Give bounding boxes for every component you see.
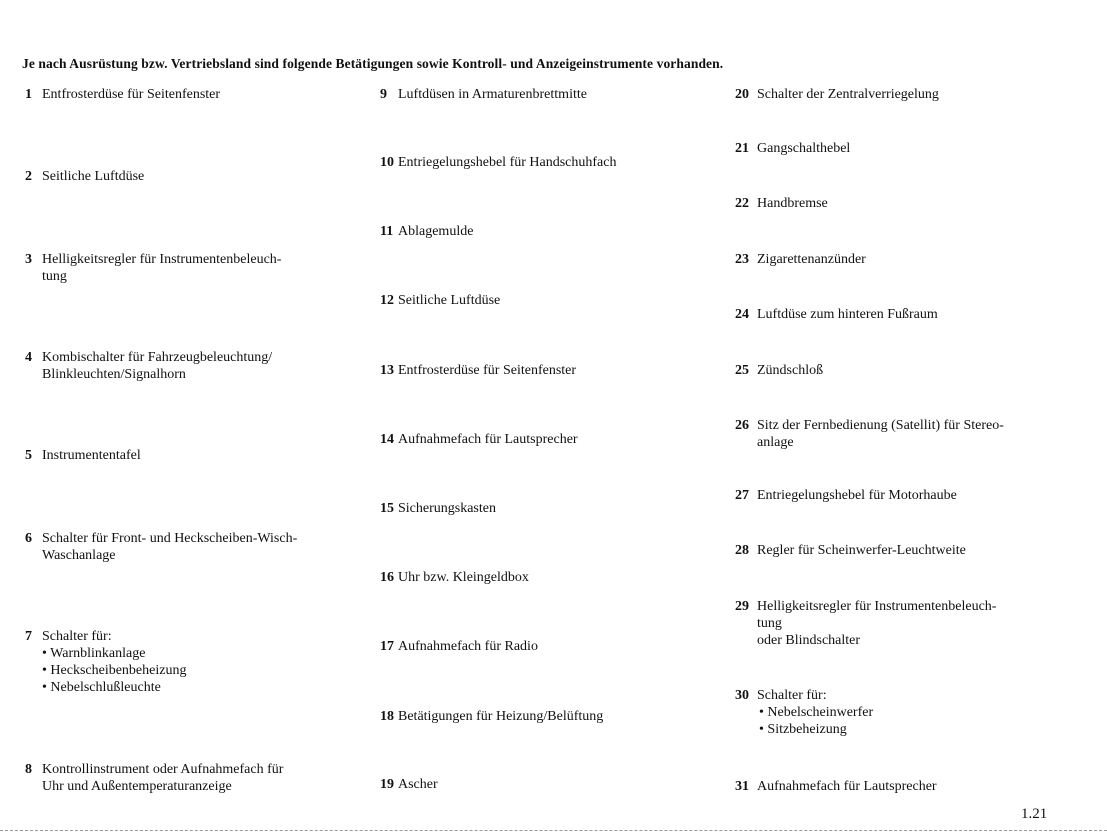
item-text: Betätigungen für Heizung/Belüftung (398, 709, 604, 724)
item-number: 13 (380, 363, 394, 378)
legend-item-2 (25, 168, 144, 185)
item-number: 31 (735, 779, 749, 794)
item-text: Blinkleuchten/Signalhorn (42, 367, 186, 382)
legend-item-10 (380, 154, 616, 171)
legend-item-29 (735, 598, 996, 649)
item-number: 27 (735, 488, 749, 503)
legend-item-17 (380, 638, 538, 655)
bottom-rule (0, 830, 1107, 832)
item-text: Ablagemulde (398, 224, 474, 239)
item-text: Helligkeitsregler für Instrumentenbeleuch- (42, 252, 282, 267)
item-text: Uhr bzw. Kleingeldbox (398, 570, 529, 585)
legend-item-14 (380, 431, 578, 448)
item-text: Sicherungskasten (398, 501, 496, 516)
legend-item-6 (25, 530, 297, 564)
legend-item-23 (735, 251, 866, 268)
item-text: Luftdüsen in Armaturenbrettmitte (398, 87, 587, 102)
item-number: 18 (380, 709, 394, 724)
item-text: tung (757, 616, 782, 631)
legend-item-7 (25, 628, 186, 696)
item-text: Aufnahmefach für Lautsprecher (398, 432, 578, 447)
bullet-item: • Heckscheibenbeheizung (42, 663, 187, 678)
legend-item-30 (735, 687, 873, 738)
item-number: 23 (735, 252, 749, 267)
item-text: Schalter für: (757, 688, 827, 703)
legend-item-13 (380, 362, 576, 379)
item-number: 8 (25, 762, 32, 777)
legend-item-18 (380, 708, 603, 725)
item-text: Schalter der Zentralverriegelung (757, 87, 939, 102)
item-number: 26 (735, 418, 749, 433)
item-number: 29 (735, 599, 749, 614)
bullet-list (757, 704, 873, 738)
item-number: 25 (735, 363, 749, 378)
item-text: tung (42, 269, 67, 284)
item-text: Zigarettenanzünder (757, 252, 866, 267)
item-text: Helligkeitsregler für Instrumentenbeleuch- (757, 599, 997, 614)
item-number: 17 (380, 639, 394, 654)
item-number: 21 (735, 141, 749, 156)
legend-item-26 (735, 417, 1004, 451)
item-number: 14 (380, 432, 394, 447)
bullet-list (42, 645, 186, 696)
bullet-item: • Nebelschlußleuchte (42, 680, 161, 695)
legend-item-16 (380, 569, 529, 586)
item-text: Zündschloß (757, 363, 824, 378)
item-number: 1 (25, 87, 32, 102)
legend-item-25 (735, 362, 823, 379)
legend-item-5 (25, 447, 141, 464)
bullet-item: • Sitzbeheizung (759, 722, 847, 737)
legend-item-1 (25, 86, 220, 103)
item-number: 5 (25, 448, 32, 463)
item-number: 22 (735, 196, 749, 211)
item-number: 7 (25, 629, 32, 644)
bullet-item: • Nebelscheinwerfer (759, 705, 874, 720)
item-text: Kontrollinstrument oder Aufnahmefach für (42, 762, 284, 777)
item-number: 9 (380, 87, 387, 102)
legend-item-22 (735, 195, 828, 212)
item-text: Seitliche Luftdüse (398, 293, 501, 308)
legend-item-24 (735, 306, 938, 323)
legend-item-4 (25, 349, 272, 383)
item-text: oder Blindschalter (757, 633, 861, 648)
page-heading: Je nach Ausrüstung bzw. Vertriebsland sind folgende Betätigungen sowie Kontroll- und Anzeigeinstrumente vorhanden. (22, 56, 724, 71)
legend-item-15 (380, 500, 496, 517)
legend-item-19 (380, 776, 438, 793)
item-text: Aufnahmefach für Lautsprecher (757, 779, 937, 794)
item-text: Aufnahmefach für Radio (398, 639, 538, 654)
legend-item-9 (380, 86, 587, 103)
item-number: 12 (380, 293, 394, 308)
bullet-item: • Warnblinkanlage (42, 646, 146, 661)
item-number: 20 (735, 87, 749, 102)
item-text: Schalter für: (42, 629, 112, 644)
item-number: 28 (735, 543, 749, 558)
item-text: Ascher (398, 777, 438, 792)
page-number: 1.21 (1021, 806, 1048, 822)
item-text: Gangschalthebel (757, 141, 851, 156)
item-text: Handbremse (757, 196, 828, 211)
item-number: 24 (735, 307, 749, 322)
item-text: Instrumententafel (42, 448, 141, 463)
item-text: Entfrosterdüse für Seitenfenster (398, 363, 577, 378)
item-text: Waschanlage (42, 548, 116, 563)
item-number: 6 (25, 531, 32, 546)
item-text: Sitz der Fernbedienung (Satellit) für Stereo- (757, 418, 1004, 433)
item-text: Regler für Scheinwerfer-Leuchtweite (757, 543, 966, 558)
item-text: Schalter für Front- und Heckscheiben-Wisch- (42, 531, 298, 546)
item-number: 30 (735, 688, 749, 703)
item-number: 4 (25, 350, 32, 365)
legend-item-8 (25, 761, 283, 795)
item-text: Uhr und Außentemperaturanzeige (42, 779, 232, 794)
item-text: Luftdüse zum hinteren Fußraum (757, 307, 938, 322)
legend-item-20 (735, 86, 939, 103)
item-number: 15 (380, 501, 394, 516)
item-text: anlage (757, 435, 794, 450)
legend-item-11 (380, 223, 473, 240)
item-text: Kombischalter für Fahrzeugbeleuchtung/ (42, 350, 273, 365)
item-number: 11 (380, 224, 394, 239)
legend-item-28 (735, 542, 966, 559)
legend-item-12 (380, 292, 500, 309)
item-number: 3 (25, 252, 32, 267)
item-number: 2 (25, 169, 32, 184)
item-text: Seitliche Luftdüse (42, 169, 145, 184)
item-text: Entfrosterdüse für Seitenfenster (42, 87, 221, 102)
item-number: 16 (380, 570, 394, 585)
item-number: 10 (380, 155, 394, 170)
legend-item-21 (735, 140, 850, 157)
item-number: 19 (380, 777, 394, 792)
legend-item-3 (25, 251, 281, 285)
legend-item-31 (735, 778, 937, 795)
legend-item-27 (735, 487, 957, 504)
item-text: Entriegelungshebel für Handschuhfach (398, 155, 617, 170)
item-text: Entriegelungshebel für Motorhaube (757, 488, 957, 503)
